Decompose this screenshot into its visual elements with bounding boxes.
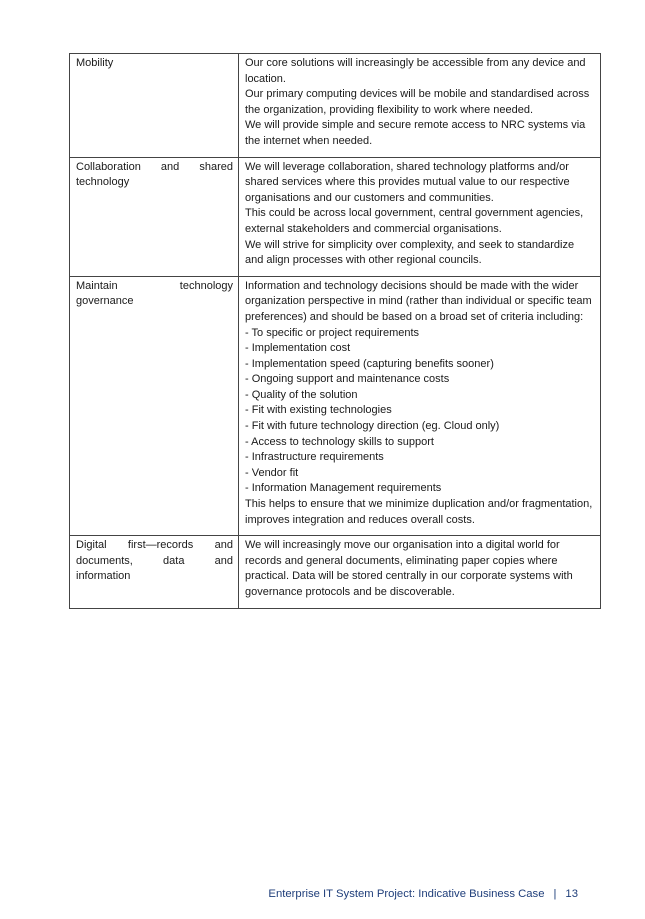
footer-separator: |: [553, 888, 557, 900]
criteria-item: - Fit with future technology direction (eg. Cloud only): [245, 420, 500, 433]
description-cell: [239, 536, 601, 608]
table-row: [70, 157, 601, 276]
description-paragraph: Our primary computing devices will be mobile and standardised across the organization, providing flexibility to work where needed.: [245, 88, 590, 116]
description-paragraph: We will leverage collaboration, shared technology platforms and/or shared services where this provides mutual value to our respective organisations and our customers and communities.: [245, 160, 570, 204]
criteria-item: - Fit with existing technologies: [245, 404, 392, 417]
criteria-item: - Quality of the solution: [245, 388, 358, 401]
principle-cell: [70, 536, 239, 608]
description-paragraph: We will strive for simplicity over complexity, and seek to standardize and align processes with other regional councils.: [245, 238, 575, 267]
principle-cell: [70, 157, 239, 276]
description-paragraph: We will increasingly move our organisation into a digital world for records and general documents, eliminating paper copies where practical. Data will be stored centrally in our corporate systems with governance protocols and be discoverable.: [245, 539, 573, 598]
principle-label: Digital first—records and documents, data and information: [76, 539, 233, 583]
description-cell: [239, 54, 601, 158]
criteria-item: - Vendor fit: [245, 466, 299, 479]
principle-label: Mobility: [76, 57, 114, 69]
description-paragraph: Our core solutions will increasingly be accessible from any device and location.: [245, 57, 586, 85]
description-cell: [239, 276, 601, 536]
principle-label: Collaboration and shared technology: [76, 160, 233, 189]
description-paragraph: Information and technology decisions should be made with the wider organization perspective in mind (rather than individual or specific team preferences) and should be based on a broad set of criteria including:: [245, 279, 592, 323]
principle-cell: [70, 54, 239, 158]
criteria-item: - Infrastructure requirements: [245, 451, 384, 464]
criteria-item: - Access to technology skills to support: [245, 435, 434, 448]
criteria-item: - Implementation speed (capturing benefits sooner): [245, 357, 494, 370]
table-row: [70, 536, 601, 608]
footer-title: Enterprise IT System Project: Indicative Business Case: [268, 888, 545, 900]
criteria-item: - Implementation cost: [245, 342, 351, 355]
principle-label: Maintain technology governance: [76, 279, 233, 308]
description-cell: [239, 157, 601, 276]
description-paragraph: We will provide simple and secure remote access to NRC systems via the internet when needed.: [245, 119, 586, 147]
principle-cell: [70, 276, 239, 536]
principles-table: [69, 53, 601, 609]
page-footer: [0, 888, 578, 900]
criteria-item: - To specific or project requirements: [245, 326, 420, 339]
page-number: 13: [565, 888, 578, 900]
description-paragraph: This could be across local government, central government agencies, external stakeholders and commercial organisations.: [245, 207, 584, 235]
table-row: [70, 276, 601, 536]
table-row: [70, 54, 601, 158]
description-paragraph: This helps to ensure that we minimize duplication and/or fragmentation, improves integration and reduces overall costs.: [245, 498, 593, 526]
criteria-item: - Information Management requirements: [245, 482, 442, 495]
criteria-item: - Ongoing support and maintenance costs: [245, 373, 450, 386]
